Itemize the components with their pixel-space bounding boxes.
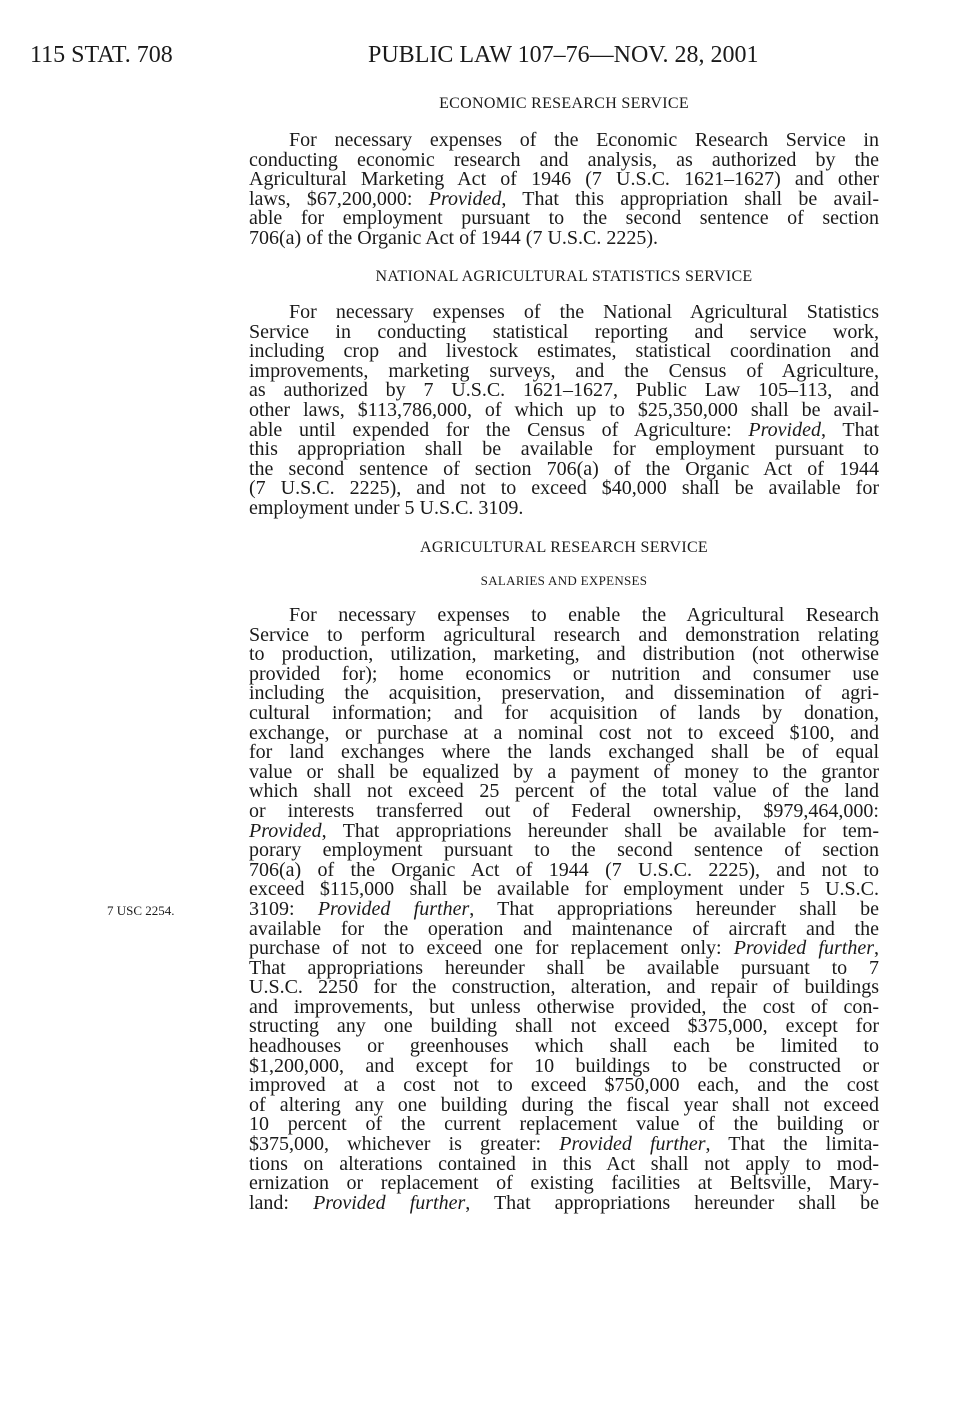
paragraph-ers — [249, 131, 879, 249]
text-segment: available for the operation and maintenance of aircraft and the — [249, 917, 879, 940]
text-segment: improved at a cost not to exceed $750,000 each, and the cost — [249, 1074, 879, 1097]
text-segment: porary employment pursuant to the second sentence of section — [249, 839, 879, 862]
text-segment: Service to perform agricultural research and demonstration relating — [249, 623, 879, 646]
text-segment: $1,200,000, and except for 10 buildings to be constructed or — [249, 1054, 879, 1077]
text-segment: U.S.C. 2250 for the construction, alteration, and repair of buildings — [249, 976, 879, 999]
text-segment: , That appropriations hereunder shall be — [469, 897, 880, 920]
text-segment: exchange, or purchase at a nominal cost not to exceed $100, and — [249, 721, 879, 744]
text-segment: improvements, marketing surveys, and the Census of Agriculture, — [249, 359, 879, 382]
paragraph-nass — [249, 303, 879, 519]
law-title: PUBLIC LAW 107–76—NOV. 28, 2001 — [368, 42, 759, 68]
text-segment: cultural information; and for acquisition of lands by donation, — [249, 701, 879, 724]
text-segment: Service in conducting statistical reporting and service work, — [249, 320, 879, 343]
text-segment: exceed $115,000 shall be available for employment under 5 U.S.C. — [249, 878, 879, 901]
text-segment: For necessary expenses to enable the Agricultural Research — [289, 604, 879, 626]
text-segment: 706(a) of the Organic Act of 1944 (7 U.S.C. 2225), and not to — [249, 858, 879, 881]
text-segment: For necessary expenses of the National Agricultural Statistics — [289, 301, 879, 323]
text-segment: purchase of not to exceed one for replacement only: — [249, 937, 734, 960]
text-segment: ernization or replacement of existing facilities at Beltsville, Mary- — [249, 1172, 879, 1195]
subheading-salaries: SALARIES AND EXPENSES — [480, 573, 648, 588]
text-segment: to production, utilization, marketing, and distribution (not otherwise — [249, 643, 879, 666]
text-segment: including crop and livestock estimates, statistical coordination and — [249, 340, 879, 363]
text-segment: , That this appropriation shall be avail- — [501, 187, 880, 210]
text-segment: tions on alterations contained in this Act shall not apply to mod- — [249, 1152, 879, 1175]
text-segment: Agricultural Marketing Act of 1946 (7 U.S.C. 1621–1627) and other — [249, 168, 879, 191]
text-segment: conducting economic research and analysis, as authorized by the — [249, 148, 879, 171]
text-segment: 706(a) of the Organic Act of 1944 (7 U.S.C. 2225). — [249, 226, 659, 249]
text-segment: laws, $67,200,000: — [249, 187, 429, 210]
section-heading-ars: AGRICULTURAL RESEARCH SERVICE — [419, 539, 709, 556]
text-segment: land: — [249, 1191, 314, 1214]
section-heading-ers: ECONOMIC RESEARCH SERVICE — [439, 95, 689, 112]
text-segment: for land exchanges where the lands exchanged shall be of equal — [249, 741, 879, 764]
page-reference: 115 STAT. 708 — [30, 42, 173, 68]
text-segment: , That appropriations hereunder shall be — [465, 1191, 880, 1214]
text-segment: value or shall be equalized by a payment of money to the grantor — [249, 760, 879, 783]
italic-text: Provided — [748, 418, 821, 441]
text-segment: structing any one building shall not exceed $375,000, except for — [249, 1015, 879, 1038]
text-segment: , That — [820, 418, 879, 441]
text-segment: headhouses or greenhouses which shall each be limited to — [249, 1035, 879, 1058]
text-line — [249, 496, 879, 519]
italic-text: Provided further — [313, 1191, 466, 1214]
text-segment: (7 U.S.C. 2225), and not to exceed $40,000 shall be available for — [249, 477, 879, 500]
text-segment: or interests transferred out of Federal ownership, $979,464,000: — [249, 799, 879, 822]
text-segment: as authorized by 7 U.S.C. 1621–1627, Public Law 105–113, and — [249, 379, 879, 402]
paragraph-ars — [249, 606, 879, 1213]
text-segment: employment under 5 U.S.C. 3109. — [249, 496, 524, 519]
italic-text: Provided further — [559, 1133, 706, 1156]
text-segment: able for employment pursuant to the second sentence of section — [249, 207, 879, 230]
text-segment: 3109: — [249, 897, 318, 920]
text-segment: the second sentence of section 706(a) of the Organic Act of 1944 — [249, 457, 879, 480]
text-segment: $375,000, whichever is greater: — [249, 1133, 560, 1156]
text-line — [249, 1191, 880, 1214]
section-heading-nass: NATIONAL AGRICULTURAL STATISTICS SERVICE — [375, 268, 753, 285]
text-segment: , — [874, 937, 879, 960]
margin-note: 7 USC 2254. — [107, 903, 175, 918]
italic-text: Provided further — [317, 897, 470, 920]
text-segment: , That appropriations hereunder shall be available for tem- — [321, 819, 879, 842]
text-segment: and improvements, but unless otherwise provided, the cost of con- — [249, 995, 879, 1018]
text-line — [249, 226, 879, 249]
italic-text: Provided — [249, 819, 322, 842]
text-segment: including the acquisition, preservation, and dissemination of agri- — [249, 682, 879, 705]
text-segment: which shall not exceed 25 percent of the total value of the land — [249, 780, 879, 803]
text-segment: this appropriation shall be available for employment pursuant to — [249, 438, 879, 461]
text-segment: other laws, $113,786,000, of which up to $25,350,000 shall be avail- — [249, 398, 879, 421]
text-segment: For necessary expenses of the Economic Research Service in — [289, 129, 879, 151]
text-segment: , That the limita- — [705, 1133, 879, 1156]
text-segment: of altering any one building during the fiscal year shall not exceed — [249, 1093, 879, 1116]
text-segment: That appropriations hereunder shall be available pursuant to 7 — [249, 956, 879, 979]
text-segment: 10 percent of the current replacement value of the building or — [249, 1113, 879, 1136]
text-segment: able until expended for the Census of Agriculture: — [249, 418, 749, 441]
italic-text: Provided further — [733, 937, 874, 960]
text-segment: provided for); home economics or nutrition and consumer use — [249, 662, 879, 685]
italic-text: Provided — [428, 187, 502, 210]
